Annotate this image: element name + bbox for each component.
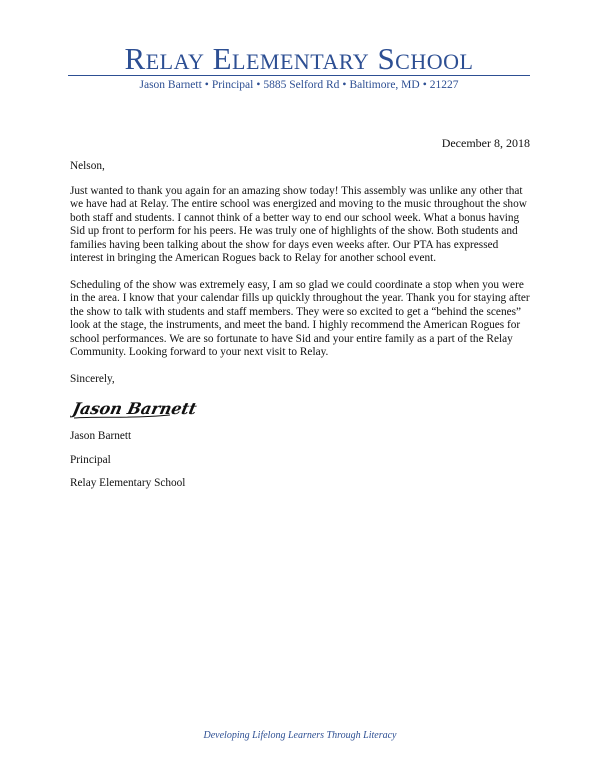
- zip-code: 21227: [429, 79, 459, 91]
- principal-name: Jason Barnett: [139, 79, 202, 91]
- signer-name: Jason Barnett: [70, 430, 132, 442]
- closing: Sincerely,: [70, 372, 115, 385]
- footer-tagline: Developing Lifelong Learners Through Literacy: [203, 730, 397, 741]
- letter-body: [70, 160, 532, 491]
- bullet-separator: •: [256, 79, 261, 91]
- school-name: Relay Elementary School: [124, 41, 474, 76]
- city-state: Baltimore, MD: [349, 79, 420, 91]
- signer-organization: Relay Elementary School: [70, 477, 186, 489]
- paragraph-1: Just wanted to thank you again for an amazing show today! This assembly was unlike any other that we have had at Relay. The entire school was energized and moving to the music throughout the show both staff and students. I cannot think of a better way to end our school week. What a bonus having Sid up front to perform for his peers. He was truly one of highlights of the show. Both students and families having been talking about the show for days even weeks after. Our PTA has expressed interest in bringing the American Rogues back to Relay for another school event.: [70, 184, 527, 264]
- svg-text:Jason Barnett: Jason Barnett: [70, 399, 199, 418]
- signature-graphic: [70, 394, 200, 422]
- bullet-separator: •: [342, 79, 347, 91]
- principal-title: Principal: [211, 79, 254, 91]
- salutation: Nelson,: [70, 160, 105, 172]
- letter-date: December 8, 2018: [441, 136, 530, 150]
- address-line: [68, 78, 530, 93]
- paragraph-2: Scheduling of the show was extremely easy, I am so glad we could coordinate a stop when you were in the area. I know that your calendar fills up quickly throughout the year. Thank you for staying after the show to talk with students and staff members. They were so excited to get a “behind the scenes” look at the stage, the instruments, and meet the band. I highly recommend the American Rogues for school performances. We are so fortunate to have Sid and your entire family as a part of the Relay Community. Looking forward to your next visit to Relay.: [70, 278, 530, 358]
- signer-title: Principal: [70, 453, 111, 466]
- handwritten-signature: [70, 394, 532, 420]
- letterhead: [68, 41, 530, 93]
- street-address: 5885 Selford Rd: [263, 79, 340, 91]
- bullet-separator: •: [204, 79, 209, 91]
- bullet-separator: •: [422, 79, 427, 91]
